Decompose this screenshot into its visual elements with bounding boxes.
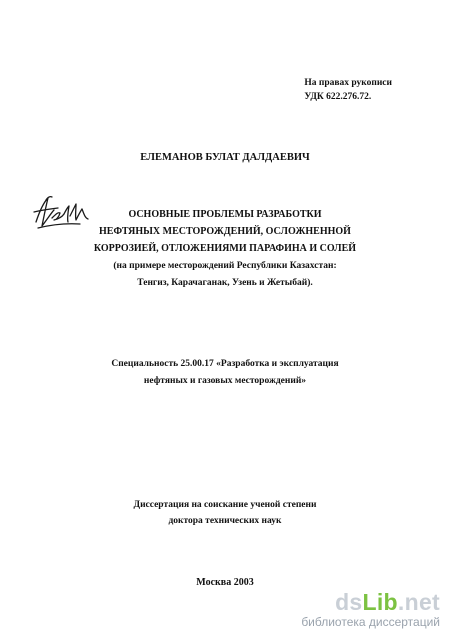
title-subtitle-1: (на примере месторождений Республики Казахстан: bbox=[113, 261, 337, 271]
watermark-brand-ds: ds bbox=[335, 589, 363, 615]
dissertation-line-2: доктора технических наук bbox=[168, 516, 282, 526]
title-subtitle-2: Тенгиз, Карачаганак, Узень и Жетыбай). bbox=[137, 278, 313, 288]
watermark-brand-net: .net bbox=[397, 589, 440, 615]
dissertation-line-1: Диссертация на соискание ученой степени bbox=[133, 500, 317, 510]
title-line-1: ОСНОВНЫЕ ПРОБЛЕМЫ РАЗРАБОТКИ bbox=[128, 209, 322, 220]
title-line-3: КОРРОЗИЕЙ, ОТЛОЖЕНИЯМИ ПАРАФИНА И СОЛЕЙ bbox=[93, 243, 357, 254]
header-block bbox=[304, 77, 392, 103]
watermark-logo bbox=[301, 591, 440, 629]
specialty-line-2: нефтяных и газовых месторождений» bbox=[143, 376, 307, 386]
author-name: ЕЛЕМАНОВ БУЛАТ ДАЛДАЕВИЧ bbox=[140, 152, 310, 163]
title-line-2: НЕФТЯНЫХ МЕСТОРОЖДЕНИЙ, ОСЛОЖНЕННОЙ bbox=[99, 226, 351, 237]
city-year: Москва 2003 bbox=[196, 577, 254, 588]
specialty-line-1: Специальность 25.00.17 «Разработка и эксплуатация bbox=[111, 359, 339, 369]
watermark-brand-lib: Lib bbox=[362, 589, 398, 615]
manuscript-rights-label: На правах рукописи bbox=[304, 78, 392, 88]
udc-code: УДК 622.276.72. bbox=[304, 92, 372, 102]
watermark-brand bbox=[301, 591, 440, 614]
watermark-tagline: библиотека диссертаций bbox=[301, 615, 440, 629]
